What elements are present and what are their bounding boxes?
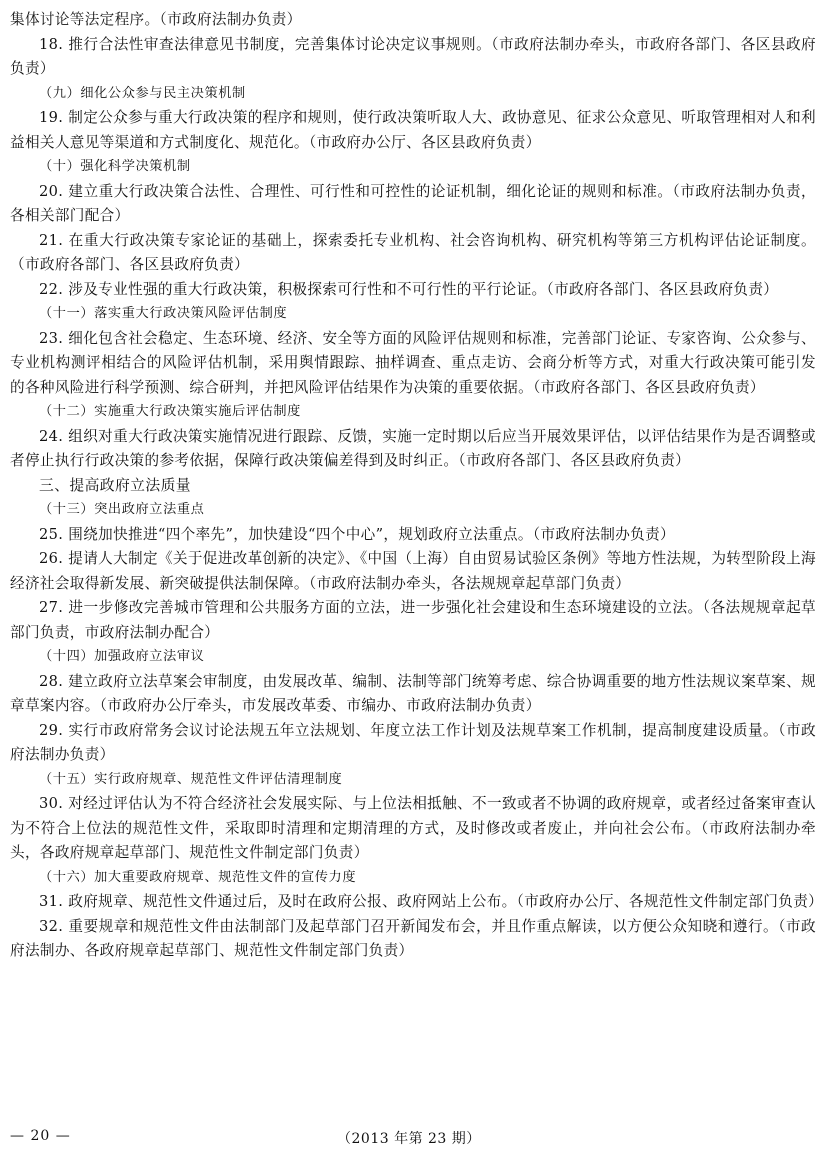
subheading-9: （九）细化公众参与民主决策机制 (39, 85, 246, 101)
subheading-12: （十二）实施重大行政决策实施后评估制度 (39, 404, 301, 419)
issue-label: （2013 年第 23 期） (337, 1131, 481, 1147)
list-item-18: 18. 推行合法性审查法律意见书制度，完善集体讨论决定议事规则。（市政府法制办牵头，市政府各部门、各区县政府负责） (10, 35, 816, 77)
subheading-11: （十一）落实重大行政决策风险评估制度 (39, 306, 288, 321)
list-item-31: 31. 政府规章、规范性文件通过后，及时在政府公报、政府网站上公布。（市政府办公厅、各规范性文件制定部门负责） (39, 893, 824, 910)
list-item-25: 25. 围绕加快推进“四个率先”，加快建设“四个中心”，规划政府立法重点。（市政府法制办负责） (39, 525, 676, 543)
section-heading-3: 三、提高政府立法质量 (39, 476, 191, 494)
page-footer (10, 1128, 816, 1152)
document-body (10, 8, 824, 964)
paragraph-continuation: 集体讨论等法定程序。（市政府法制办负责） (10, 11, 302, 28)
subheading-14: （十四）加强政府立法审议 (39, 649, 205, 664)
list-item-30: 30. 对经过评估认为不符合经济社会发展实际、与上位法相抵触、不一致或者不协调的政府规章，或者经过备案审查认为不符合上位法的规范性文件，采取即时清理和定期清理的方式，及时修改或者废止，并向社会公布。（市政府法制办牵头，各政府规章起草部门、规范性文件制定部门负责） (10, 795, 816, 861)
subheading-10: （十）强化科学决策机制 (39, 159, 191, 174)
list-item-27: 27. 进一步修改完善城市管理和公共服务方面的立法，进一步强化社会建设和生态环境建设的立法。（各法规规章起草部门负责，市政府法制办配合） (10, 599, 816, 641)
list-item-19: 19. 制定公众参与重大行政决策的程序和规则，使行政决策听取人大、政协意见、征求公众意见、听取管理相对人和利益相关人意见等渠道和方式制度化、规范化。（市政府办公厅、各区县政府负责） (10, 109, 816, 151)
list-item-26: 26. 提请人大制定《关于促进改革创新的决定》、《中国（上海）自由贸易试验区条例》等地方性法规，为转型阶段上海经济社会取得新发展、新突破提供法制保障。（市政府法制办牵头，各法规规章起草部门负责） (10, 550, 816, 592)
subheading-16: （十六）加大重要政府规章、规范性文件的宣传力度 (39, 869, 357, 885)
list-item-29: 29. 实行市政府常务会议讨论法规五年立法规划、年度立法工作计划及法规草案工作机制，提高制度建设质量。（市政府法制办负责） (10, 721, 816, 763)
list-item-28: 28. 建立政府立法草案会审制度，由发展改革、编制、法制等部门统筹考虑、综合协调重要的地方性法规议案草案、规章草案内容。（市政府办公厅牵头，市发展改革委、市编办、市政府法制办负责） (10, 672, 816, 714)
list-item-24: 24. 组织对重大行政决策实施情况进行跟踪、反馈，实施一定时期以后应当开展效果评估，以评估结果作为是否调整或者停止执行行政决策的参考依据，保障行政决策偏差得到及时纠正。（市政府各部门、各区县政府负责） (10, 427, 816, 469)
list-item-21: 21. 在重大行政决策专家论证的基础上，探索委托专业机构、社会咨询机构、研究机构等第三方机构评估论证制度。（市政府各部门、各区县政府负责） (10, 231, 816, 273)
list-item-20: 20. 建立重大行政决策合法性、合理性、可行性和可控性的论证机制，细化论证的规则和标准。（市政府法制办负责，各相关部门配合） (10, 182, 816, 224)
page-number: — 20 — (10, 1128, 71, 1144)
list-item-23: 23. 细化包含社会稳定、生态环境、经济、安全等方面的风险评估规则和标准，完善部门论证、专家咨询、公众参与、专业机构测评相结合的风险评估机制，采用舆情跟踪、抽样调查、重点走访、会商分析等方式，对重大行政决策可能引发的各种风险进行科学预测、综合研判，并把风险评估结果作为决策的重要依据。（市政府各部门、各区县政府负责） (10, 329, 816, 396)
list-item-32: 32. 重要规章和规范性文件由法制部门及起草部门召开新闻发布会，并且作重点解读，以方便公众知晓和遵行。（市政府法制办、各政府规章起草部门、规范性文件制定部门负责） (10, 917, 816, 959)
list-item-22: 22. 涉及专业性强的重大行政决策，积极探索可行性和不可行性的平行论证。（市政府各部门、各区县政府负责） (39, 280, 779, 298)
subheading-13: （十三）突出政府立法重点 (39, 502, 205, 517)
subheading-15: （十五）实行政府规章、规范性文件评估清理制度 (39, 771, 343, 787)
